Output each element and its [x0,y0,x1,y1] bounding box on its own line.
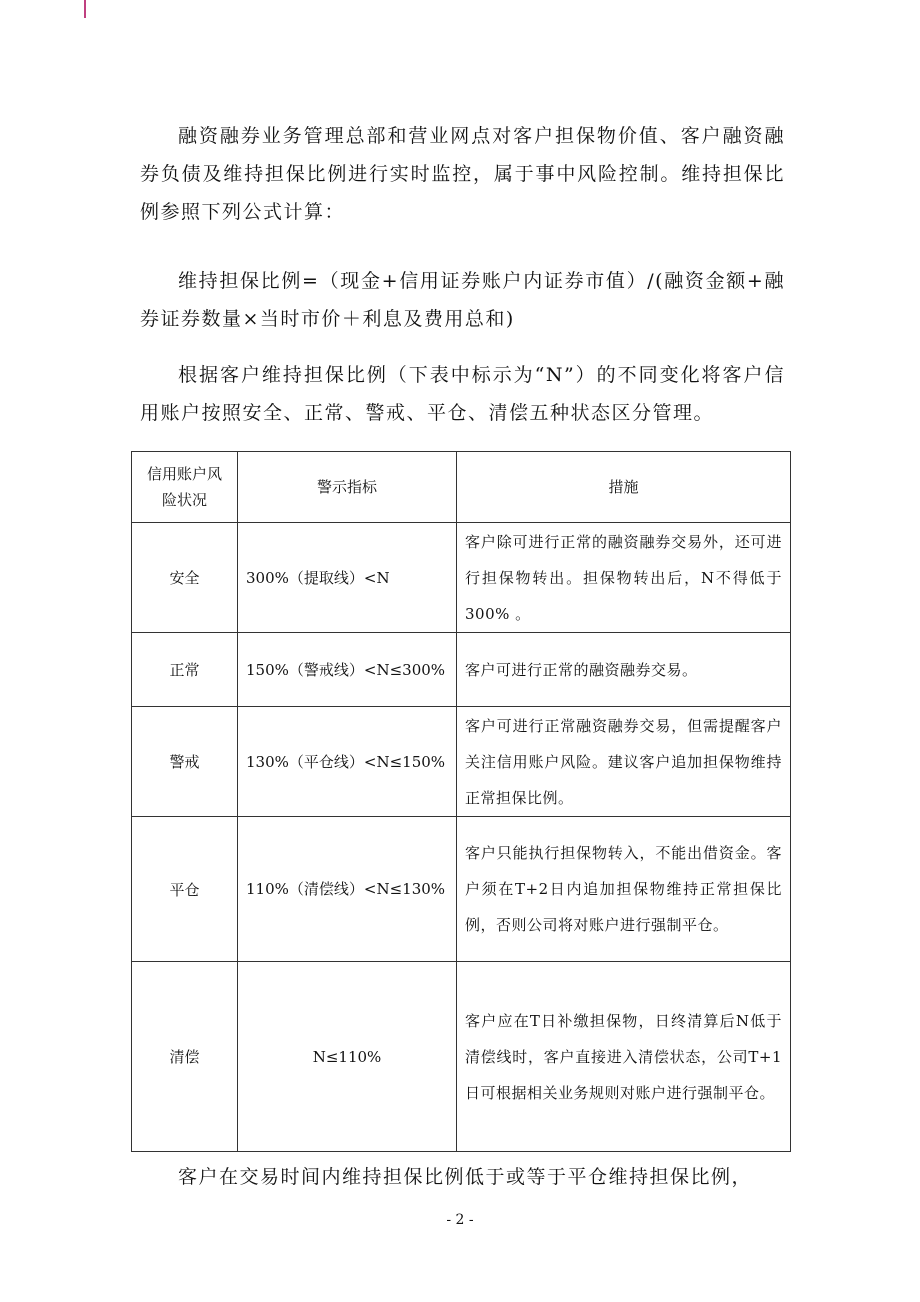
row-status: 安全 [132,523,238,633]
row-measure: 客户只能执行担保物转入，不能出借资金。客户须在T+2日内追加担保物维持正常担保比例，否则公司将对账户进行强制平仓。 [457,817,791,962]
page-corner-mark [84,0,86,18]
header-risk-status: 信用账户风险状况 [132,452,238,523]
risk-status-table [131,451,791,1152]
row-measure: 客户可进行正常融资融券交易，但需提醒客户关注信用账户风险。建议客户追加担保物维持正常担保比例。 [457,707,791,817]
header-warning-indicator: 警示指标 [238,452,457,523]
row-measure: 客户可进行正常的融资融券交易。 [457,633,791,707]
row-indicator: 300%（提取线）<N [238,523,457,633]
table-row [132,633,791,707]
table-header-row [132,452,791,523]
row-status: 清偿 [132,962,238,1152]
description-paragraph: 根据客户维持担保比例（下表中标示为“N”）的不同变化将客户信用账户按照安全、正常、警戒、平仓、清偿五种状态区分管理。 [140,364,785,424]
table-row [132,962,791,1152]
row-measure: 客户除可进行正常的融资融券交易外，还可进行担保物转出。担保物转出后，N不得低于300% 。 [457,523,791,633]
row-status: 警戒 [132,707,238,817]
row-status: 平仓 [132,817,238,962]
header-measures: 措施 [457,452,791,523]
table-row [132,523,791,633]
row-status: 正常 [132,633,238,707]
formula-paragraph: 维持担保比例=（现金+信用证券账户内证券市值）/(融资金额+融券证券数量×当时市价＋利息及费用总和) [140,270,785,330]
table-row [132,817,791,962]
table-row [132,707,791,817]
row-measure: 客户应在T日补缴担保物，日终清算后N低于清偿线时，客户直接进入清偿状态，公司T+1日可根据相关业务规则对账户进行强制平仓。 [457,962,791,1152]
closing-paragraph: 客户在交易时间内维持担保比例低于或等于平仓维持担保比例， [178,1166,753,1188]
row-indicator: 110%（清偿线）<N≤130% [238,817,457,962]
page-number: - 2 - [446,1212,474,1228]
row-indicator: 150%（警戒线）<N≤300% [238,633,457,707]
row-indicator: N≤110% [238,962,457,1152]
row-indicator: 130%（平仓线）<N≤150% [238,707,457,817]
intro-paragraph: 融资融券业务管理总部和营业网点对客户担保物价值、客户融资融券负债及维持担保比例进行实时监控，属于事中风险控制。维持担保比例参照下列公式计算： [140,125,785,223]
